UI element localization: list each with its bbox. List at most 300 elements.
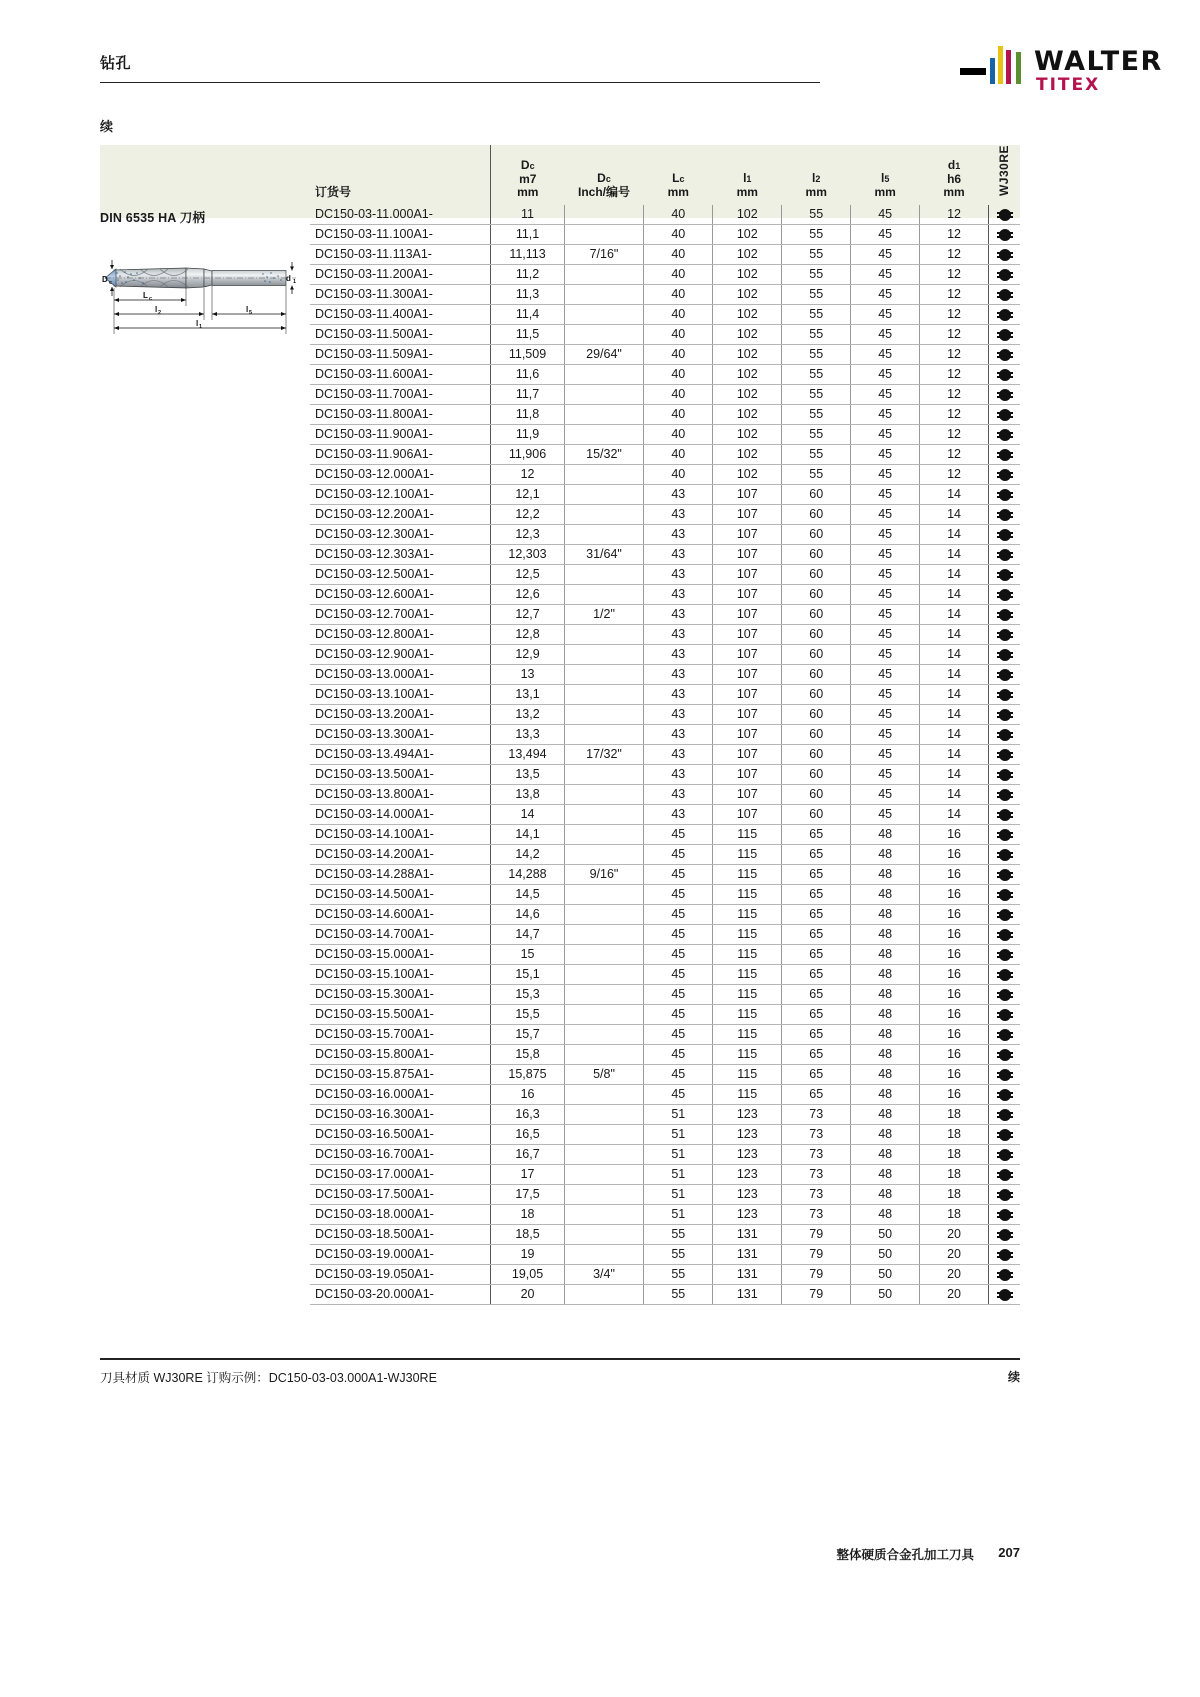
col-l5-subscript: 5: [884, 174, 890, 185]
col-dc-inch-subscript: c: [605, 174, 611, 185]
order-number-cell: DC150-03-11.906A1-: [310, 445, 491, 465]
total-length-cell: 107: [713, 705, 782, 725]
shank-diameter-cell: 16: [920, 965, 989, 985]
diameter-dc-cell: 12,7: [491, 605, 564, 625]
length-l2-cell: 65: [782, 985, 851, 1005]
grade-available-icon: [999, 409, 1011, 421]
col-l1-subscript: 1: [746, 174, 752, 185]
order-number-cell: DC150-03-11.300A1-: [310, 285, 491, 305]
diameter-inch-cell: [564, 1085, 644, 1105]
table-row[interactable]: [310, 585, 1020, 605]
table-row[interactable]: [310, 285, 1020, 305]
diameter-inch-cell: [564, 365, 644, 385]
length-l2-cell: 60: [782, 505, 851, 525]
grade-availability-cell: [989, 1105, 1020, 1125]
length-l5-cell: 48: [851, 1045, 920, 1065]
diameter-dc-cell: 16: [491, 1085, 564, 1105]
length-l5-cell: 45: [851, 205, 920, 225]
shank-diameter-cell: 14: [920, 585, 989, 605]
grade-availability-cell: [989, 645, 1020, 665]
flute-length-cell: 43: [644, 545, 713, 565]
total-length-cell: 107: [713, 585, 782, 605]
table-row[interactable]: [310, 765, 1020, 785]
shank-diameter-cell: 12: [920, 325, 989, 345]
grade-availability-cell: [989, 1065, 1020, 1085]
col-dc-subscript: c: [529, 161, 535, 172]
table-row[interactable]: [310, 825, 1020, 845]
flute-length-cell: 55: [644, 1225, 713, 1245]
table-row[interactable]: [310, 345, 1020, 365]
length-l2-cell: 55: [782, 245, 851, 265]
grade-availability-cell: [989, 525, 1020, 545]
shank-diameter-cell: 20: [920, 1245, 989, 1265]
grade-availability-cell: [989, 1125, 1020, 1145]
total-length-cell: 107: [713, 765, 782, 785]
length-l2-cell: 60: [782, 765, 851, 785]
flute-length-cell: 51: [644, 1185, 713, 1205]
table-row[interactable]: [310, 1025, 1020, 1045]
order-number-cell: DC150-03-11.509A1-: [310, 345, 491, 365]
table-row[interactable]: [310, 225, 1020, 245]
diameter-inch-cell: [564, 705, 644, 725]
length-l2-cell: 60: [782, 545, 851, 565]
order-number-cell: DC150-03-14.100A1-: [310, 825, 491, 845]
diameter-inch-cell: [564, 905, 644, 925]
diameter-dc-cell: 12,8: [491, 625, 564, 645]
length-l2-cell: 55: [782, 345, 851, 365]
diameter-dc-cell: 12,9: [491, 645, 564, 665]
flute-length-cell: 45: [644, 825, 713, 845]
table-row[interactable]: [310, 505, 1020, 525]
flute-length-cell: 45: [644, 965, 713, 985]
diameter-inch-cell: [564, 625, 644, 645]
shank-diameter-cell: 18: [920, 1185, 989, 1205]
grade-available-icon: [999, 929, 1011, 941]
order-number-cell: DC150-03-11.900A1-: [310, 425, 491, 445]
table-row[interactable]: [310, 1245, 1020, 1265]
length-l5-cell: 45: [851, 405, 920, 425]
grade-available-icon: [999, 869, 1011, 881]
diameter-dc-cell: 11,9: [491, 425, 564, 445]
diameter-inch-cell: [564, 1125, 644, 1145]
flute-length-cell: 45: [644, 1045, 713, 1065]
flute-length-cell: 40: [644, 245, 713, 265]
diameter-inch-cell: [564, 885, 644, 905]
length-l5-cell: 45: [851, 625, 920, 645]
shank-diameter-cell: 14: [920, 525, 989, 545]
flute-length-cell: 45: [644, 905, 713, 925]
length-l5-cell: 48: [851, 825, 920, 845]
total-length-cell: 123: [713, 1165, 782, 1185]
flute-length-cell: 51: [644, 1145, 713, 1165]
shank-diameter-cell: 16: [920, 1005, 989, 1025]
grade-availability-cell: [989, 725, 1020, 745]
grade-available-icon: [999, 349, 1011, 361]
length-l5-cell: 48: [851, 925, 920, 945]
table-row[interactable]: [310, 525, 1020, 545]
grade-available-icon: [999, 789, 1011, 801]
length-l2-cell: 73: [782, 1125, 851, 1145]
length-l5-cell: 48: [851, 905, 920, 925]
grade-availability-cell: [989, 1165, 1020, 1185]
length-l5-cell: 45: [851, 325, 920, 345]
shank-diameter-cell: 18: [920, 1205, 989, 1225]
length-l2-cell: 60: [782, 665, 851, 685]
length-l5-cell: 45: [851, 605, 920, 625]
length-l5-cell: 45: [851, 385, 920, 405]
table-row[interactable]: [310, 665, 1020, 685]
length-l2-cell: 65: [782, 885, 851, 905]
diameter-dc-cell: 11,5: [491, 325, 564, 345]
table-row[interactable]: [310, 1145, 1020, 1165]
diameter-dc-cell: 20: [491, 1285, 564, 1305]
grade-availability-cell: [989, 805, 1020, 825]
diameter-inch-cell: [564, 325, 644, 345]
order-number-cell: DC150-03-13.300A1-: [310, 725, 491, 745]
grade-available-icon: [999, 329, 1011, 341]
grade-available-icon: [999, 1049, 1011, 1061]
table-row[interactable]: [310, 725, 1020, 745]
total-length-cell: 102: [713, 225, 782, 245]
order-number-cell: DC150-03-15.100A1-: [310, 965, 491, 985]
flute-length-cell: 43: [644, 765, 713, 785]
diameter-dc-cell: 14,288: [491, 865, 564, 885]
grade-available-icon: [999, 1289, 1011, 1301]
svg-text:L: L: [143, 291, 148, 300]
shank-type-label: DIN 6535 HA 刀柄: [100, 211, 206, 225]
diameter-inch-cell: 1/2": [564, 605, 644, 625]
diameter-inch-cell: 5/8": [564, 1065, 644, 1085]
diameter-inch-cell: [564, 485, 644, 505]
table-row[interactable]: [310, 465, 1020, 485]
table-row[interactable]: [310, 205, 1020, 225]
total-length-cell: 102: [713, 305, 782, 325]
table-row[interactable]: [310, 265, 1020, 285]
flute-length-cell: 51: [644, 1125, 713, 1145]
total-length-cell: 115: [713, 885, 782, 905]
table-row[interactable]: [310, 705, 1020, 725]
order-number-cell: DC150-03-11.000A1-: [310, 205, 491, 225]
grade-available-icon: [999, 889, 1011, 901]
grade-available-icon: [999, 369, 1011, 381]
order-number-cell: DC150-03-11.800A1-: [310, 405, 491, 425]
diameter-inch-cell: [564, 1165, 644, 1185]
grade-available-icon: [999, 969, 1011, 981]
total-length-cell: 102: [713, 345, 782, 365]
total-length-cell: 115: [713, 965, 782, 985]
grade-available-icon: [999, 1229, 1011, 1241]
length-l5-cell: 48: [851, 945, 920, 965]
left-illustration-panel: [100, 208, 300, 332]
diameter-dc-cell: 12,1: [491, 485, 564, 505]
total-length-cell: 102: [713, 365, 782, 385]
order-number-cell: DC150-03-18.500A1-: [310, 1225, 491, 1245]
order-number-cell: DC150-03-15.300A1-: [310, 985, 491, 1005]
flute-length-cell: 55: [644, 1285, 713, 1305]
length-l5-cell: 45: [851, 305, 920, 325]
grade-availability-cell: [989, 385, 1020, 405]
length-l5-cell: 45: [851, 645, 920, 665]
table-row[interactable]: [310, 545, 1020, 565]
grade-availability-cell: [989, 705, 1020, 725]
diameter-dc-cell: 17,5: [491, 1185, 564, 1205]
grade-availability-cell: [989, 1085, 1020, 1105]
grade-availability-cell: [989, 1205, 1020, 1225]
flute-length-cell: 45: [644, 945, 713, 965]
grade-availability-cell: [989, 885, 1020, 905]
table-head: [310, 145, 1020, 205]
order-number-cell: DC150-03-19.000A1-: [310, 1245, 491, 1265]
diameter-dc-cell: 14,7: [491, 925, 564, 945]
order-number-cell: DC150-03-14.500A1-: [310, 885, 491, 905]
diameter-inch-cell: [564, 385, 644, 405]
diameter-dc-cell: 15,1: [491, 965, 564, 985]
table-row[interactable]: [310, 1065, 1020, 1085]
length-l5-cell: 48: [851, 985, 920, 1005]
total-length-cell: 131: [713, 1245, 782, 1265]
diameter-dc-cell: 13,2: [491, 705, 564, 725]
diameter-dc-cell: 16,3: [491, 1105, 564, 1125]
grade-available-icon: [999, 1129, 1011, 1141]
table-row[interactable]: [310, 645, 1020, 665]
diameter-inch-cell: [564, 765, 644, 785]
length-l2-cell: 60: [782, 525, 851, 545]
footer-page-number: 207: [998, 1545, 1020, 1560]
order-number-cell: DC150-03-12.600A1-: [310, 585, 491, 605]
total-length-cell: 107: [713, 565, 782, 585]
table-row[interactable]: [310, 1005, 1020, 1025]
grade-available-icon: [999, 649, 1011, 661]
length-l2-cell: 60: [782, 585, 851, 605]
shank-diameter-cell: 16: [920, 865, 989, 885]
flute-length-cell: 51: [644, 1105, 713, 1125]
total-length-cell: 107: [713, 605, 782, 625]
col-l2: l2 mm: [782, 145, 851, 205]
grade-availability-cell: [989, 585, 1020, 605]
grade-available-icon: [999, 489, 1011, 501]
diameter-dc-cell: 13,1: [491, 685, 564, 705]
order-number-cell: DC150-03-11.700A1-: [310, 385, 491, 405]
flute-length-cell: 43: [644, 665, 713, 685]
diameter-dc-cell: 15,7: [491, 1025, 564, 1045]
grade-availability-cell: [989, 245, 1020, 265]
table-row[interactable]: [310, 405, 1020, 425]
length-l5-cell: 45: [851, 465, 920, 485]
total-length-cell: 115: [713, 925, 782, 945]
col-l1: l1 mm: [713, 145, 782, 205]
shank-diameter-cell: 14: [920, 645, 989, 665]
grade-availability-cell: [989, 565, 1020, 585]
table-row[interactable]: [310, 1225, 1020, 1245]
walter-titex-logo: [960, 40, 1163, 102]
total-length-cell: 115: [713, 825, 782, 845]
shank-diameter-cell: 16: [920, 1025, 989, 1045]
table-row[interactable]: [310, 445, 1020, 465]
order-number-cell: DC150-03-11.500A1-: [310, 325, 491, 345]
table-row[interactable]: [310, 885, 1020, 905]
length-l2-cell: 55: [782, 265, 851, 285]
shank-diameter-cell: 20: [920, 1265, 989, 1285]
length-l2-cell: 65: [782, 905, 851, 925]
total-length-cell: 107: [713, 485, 782, 505]
length-l5-cell: 50: [851, 1225, 920, 1245]
table-row[interactable]: [310, 845, 1020, 865]
total-length-cell: 123: [713, 1125, 782, 1145]
length-l5-cell: 45: [851, 285, 920, 305]
table-row[interactable]: [310, 965, 1020, 985]
diameter-inch-cell: [564, 685, 644, 705]
diameter-dc-cell: 11,4: [491, 305, 564, 325]
total-length-cell: 115: [713, 1045, 782, 1065]
total-length-cell: 115: [713, 1005, 782, 1025]
order-number-cell: DC150-03-12.000A1-: [310, 465, 491, 485]
order-number-cell: DC150-03-12.303A1-: [310, 545, 491, 565]
table-body: [310, 205, 1020, 1305]
table-row[interactable]: [310, 785, 1020, 805]
total-length-cell: 115: [713, 865, 782, 885]
order-number-cell: DC150-03-11.400A1-: [310, 305, 491, 325]
table-row[interactable]: [310, 1085, 1020, 1105]
grade-available-icon: [999, 1189, 1011, 1201]
diameter-dc-cell: 11,1: [491, 225, 564, 245]
logo-bar-blue: [990, 58, 995, 84]
diameter-inch-cell: [564, 465, 644, 485]
table-row[interactable]: [310, 905, 1020, 925]
grade-available-icon: [999, 769, 1011, 781]
diameter-inch-cell: [564, 585, 644, 605]
length-l5-cell: 45: [851, 805, 920, 825]
table-row[interactable]: [310, 325, 1020, 345]
table-row[interactable]: [310, 365, 1020, 385]
table-row[interactable]: [310, 245, 1020, 265]
length-l5-cell: 50: [851, 1245, 920, 1265]
length-l2-cell: 60: [782, 785, 851, 805]
diameter-dc-cell: 15,875: [491, 1065, 564, 1085]
table-row[interactable]: [310, 865, 1020, 885]
flute-length-cell: 43: [644, 705, 713, 725]
length-l5-cell: 45: [851, 245, 920, 265]
continued-label-bottom: 续: [1007, 1370, 1020, 1384]
length-l2-cell: 73: [782, 1165, 851, 1185]
grade-availability-cell: [989, 285, 1020, 305]
total-length-cell: 131: [713, 1225, 782, 1245]
table-row[interactable]: [310, 625, 1020, 645]
diameter-inch-cell: [564, 945, 644, 965]
table-row[interactable]: [310, 1045, 1020, 1065]
flute-length-cell: 51: [644, 1165, 713, 1185]
order-number-cell: DC150-03-13.494A1-: [310, 745, 491, 765]
order-number-cell: DC150-03-16.700A1-: [310, 1145, 491, 1165]
length-l5-cell: 45: [851, 785, 920, 805]
total-length-cell: 102: [713, 205, 782, 225]
table-row[interactable]: [310, 925, 1020, 945]
table-row[interactable]: [310, 1285, 1020, 1305]
table-row[interactable]: [310, 1265, 1020, 1285]
length-l5-cell: 48: [851, 865, 920, 885]
table-row[interactable]: [310, 745, 1020, 765]
diameter-inch-cell: [564, 845, 644, 865]
col-grade-label: WJ30RE: [996, 145, 1011, 197]
grade-availability-cell: [989, 765, 1020, 785]
diameter-dc-cell: 15,8: [491, 1045, 564, 1065]
length-l2-cell: 73: [782, 1185, 851, 1205]
table-row[interactable]: [310, 1165, 1020, 1185]
table-row[interactable]: [310, 1205, 1020, 1225]
diameter-dc-cell: 19,05: [491, 1265, 564, 1285]
diameter-inch-cell: [564, 1005, 644, 1025]
shank-diameter-cell: 12: [920, 385, 989, 405]
table-row[interactable]: [310, 565, 1020, 585]
diameter-inch-cell: [564, 1045, 644, 1065]
shank-diameter-cell: 14: [920, 485, 989, 505]
diameter-inch-cell: [564, 665, 644, 685]
length-l2-cell: 60: [782, 565, 851, 585]
length-l5-cell: 45: [851, 725, 920, 745]
order-number-cell: DC150-03-14.600A1-: [310, 905, 491, 925]
diameter-dc-cell: 12,2: [491, 505, 564, 525]
table-row[interactable]: [310, 1185, 1020, 1205]
shank-diameter-cell: 14: [920, 505, 989, 525]
svg-text:5: 5: [249, 310, 253, 316]
shank-diameter-cell: 12: [920, 365, 989, 385]
table-row[interactable]: [310, 945, 1020, 965]
table-row[interactable]: [310, 385, 1020, 405]
table-row[interactable]: [310, 605, 1020, 625]
table-row[interactable]: [310, 685, 1020, 705]
grade-available-icon: [999, 629, 1011, 641]
table-row[interactable]: [310, 1125, 1020, 1145]
drill-specification-table: [310, 145, 1020, 1305]
grade-availability-cell: [989, 505, 1020, 525]
shank-diameter-cell: 16: [920, 1085, 989, 1105]
flute-length-cell: 45: [644, 1085, 713, 1105]
diameter-inch-cell: [564, 1145, 644, 1165]
diameter-dc-cell: 15,5: [491, 1005, 564, 1025]
shank-diameter-cell: 14: [920, 705, 989, 725]
col-d1-subscript: 1: [955, 161, 961, 172]
order-number-cell: DC150-03-12.500A1-: [310, 565, 491, 585]
flute-length-cell: 40: [644, 425, 713, 445]
shank-diameter-cell: 12: [920, 445, 989, 465]
total-length-cell: 107: [713, 745, 782, 765]
table-row[interactable]: [310, 425, 1020, 445]
length-l5-cell: 45: [851, 705, 920, 725]
grade-availability-cell: [989, 1245, 1020, 1265]
grade-available-icon: [999, 589, 1011, 601]
table-row[interactable]: [310, 805, 1020, 825]
shank-diameter-cell: 18: [920, 1145, 989, 1165]
table-row[interactable]: [310, 485, 1020, 505]
table-row[interactable]: [310, 1105, 1020, 1125]
total-length-cell: 131: [713, 1265, 782, 1285]
length-l2-cell: 79: [782, 1245, 851, 1265]
length-l2-cell: 65: [782, 1065, 851, 1085]
grade-available-icon: [999, 449, 1011, 461]
table-row[interactable]: [310, 305, 1020, 325]
grade-availability-cell: [989, 745, 1020, 765]
length-l5-cell: 48: [851, 1165, 920, 1185]
diameter-inch-cell: 29/64": [564, 345, 644, 365]
grade-availability-cell: [989, 925, 1020, 945]
shank-diameter-cell: 14: [920, 725, 989, 745]
svg-text:c: c: [149, 296, 153, 302]
diameter-dc-cell: 13: [491, 665, 564, 685]
table-row[interactable]: [310, 985, 1020, 1005]
diameter-dc-cell: 11,2: [491, 265, 564, 285]
shank-diameter-cell: 14: [920, 685, 989, 705]
diameter-dc-cell: 14,2: [491, 845, 564, 865]
grade-availability-cell: [989, 1185, 1020, 1205]
